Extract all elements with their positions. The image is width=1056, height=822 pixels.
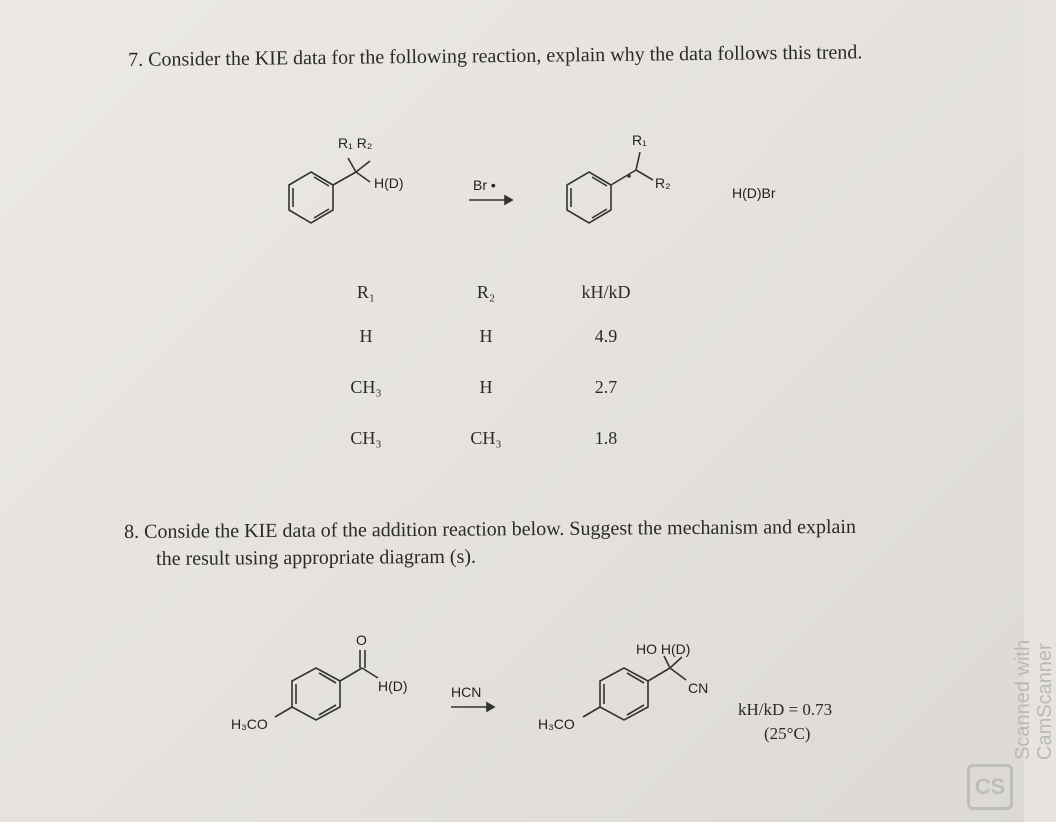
question-7-text: 7. Consider the KIE data for the following reaction, explain why the data follows this trend. [128, 41, 863, 71]
reaction-arrow-7 [469, 196, 512, 204]
product-r2-label: R₂ [655, 175, 671, 191]
table-header-kie: kH/kD [581, 282, 631, 302]
table-header-r1: R₁ [356, 282, 376, 302]
table-row-2-kie: 2.7 [594, 377, 618, 397]
question-8-text-line1: 8. Conside the KIE data of the addition reaction below. Suggest the mechanism and explain [124, 515, 857, 543]
kie-value-label: kH/kD = 0.73 [738, 700, 833, 719]
reagent-hcn-label: HCN [451, 684, 482, 700]
question-8-text-line2: the result using appropriate diagram (s). [156, 545, 477, 570]
reactant-8-hd-label: H(D) [378, 678, 408, 694]
camscanner-logo-icon: CS [967, 764, 1013, 810]
table-row-1-kie: 4.9 [594, 326, 618, 346]
reaction-arrow-8 [451, 703, 494, 711]
methoxy-label: H₃CO [231, 716, 268, 732]
table-row-3-r1: CH₃ [350, 428, 382, 448]
table-row-3-kie: 1.8 [594, 428, 618, 448]
benzene-ring-reactant-7 [289, 158, 370, 223]
byproduct-hdbr-label: H(D)Br [732, 185, 776, 201]
table-row-2-r2: H [479, 377, 493, 397]
benzene-ring-product-7 [567, 152, 653, 223]
reactant-hd-label: H(D) [374, 175, 404, 191]
radical-dot-icon [627, 174, 631, 178]
table-row-1-r1: H [359, 326, 373, 346]
watermark-text [1012, 640, 1056, 760]
table-row-2-r1: CH₃ [350, 377, 382, 397]
product-ho-hd-label: HO H(D) [636, 641, 691, 657]
table-row-1-r2: H [479, 326, 493, 346]
product-r1-label: R₁ [632, 132, 647, 148]
watermark-line2: CamScanner [1034, 643, 1056, 760]
benzene-ring-product-8 [583, 656, 686, 720]
product-methoxy-label: H₃CO [538, 716, 575, 732]
benzene-ring-reactant-8 [275, 650, 378, 720]
reagent-br-label: Br • [473, 177, 496, 193]
product-cn-label: CN [688, 680, 709, 696]
carbonyl-o-label: O [356, 632, 367, 648]
table-row-3-r2: CH₃ [470, 428, 502, 448]
table-header-r2: R₂ [476, 282, 496, 302]
watermark-line1: Scanned with [1012, 639, 1034, 760]
temperature-label: (25°C) [764, 724, 811, 743]
reactant-r1-r2-label: R₁ R₂ [338, 135, 373, 151]
